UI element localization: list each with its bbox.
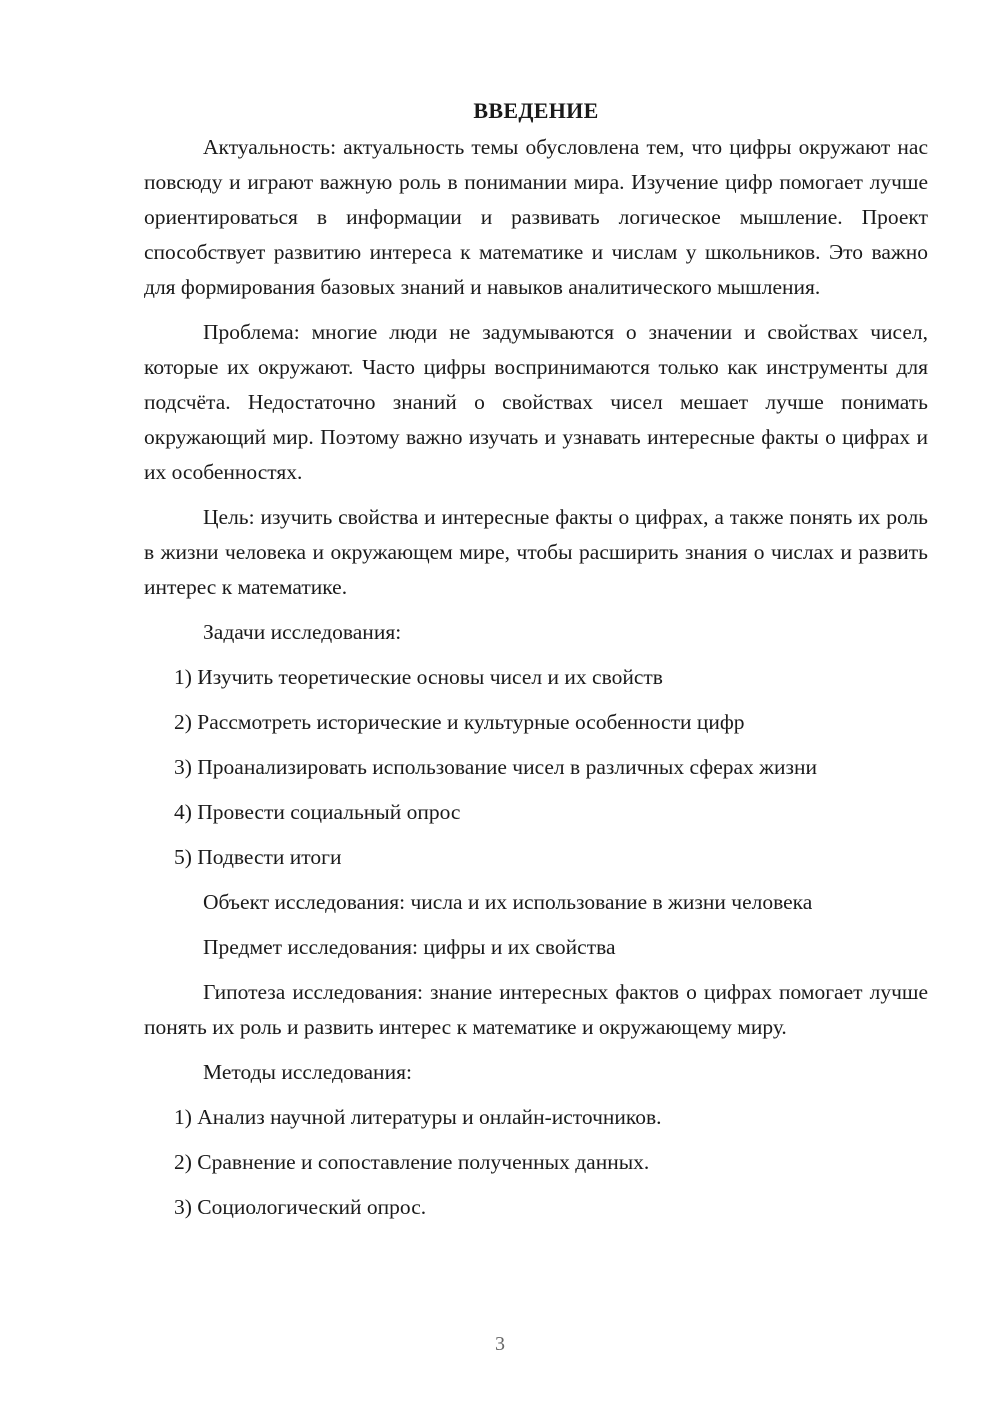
task-item: 5) Подвести итоги — [174, 845, 342, 869]
section-title: ВВЕДЕНИЕ — [473, 98, 599, 123]
methods-heading: Методы исследования: — [203, 1060, 412, 1084]
task-item: 3) Проанализировать использование чисел в различных сферах жизни — [174, 755, 818, 779]
problem-paragraph: Проблема: многие люди не задумываются о значении и свойствах чисел, которые их окружают. Часто цифры воспринимаются только как инструменты для подсчёта. Недостаточно знаний о свойствах чисел мешает лучше понимать окружающий мир. Поэтому важно изучать и узнавать интересные факты о цифрах и их особенностях. — [144, 320, 928, 484]
hypothesis-paragraph: Гипотеза исследования: знание интересных фактов о цифрах помогает лучше понять их роль и развить интерес к математике и окружающему миру. — [144, 980, 928, 1039]
task-item: 2) Рассмотреть исторические и культурные особенности цифр — [174, 710, 745, 734]
method-item: 3) Социологический опрос. — [174, 1195, 427, 1219]
tasks-heading: Задачи исследования: — [203, 620, 402, 644]
page-number: 3 — [495, 1333, 505, 1355]
task-item: 4) Провести социальный опрос — [174, 800, 461, 824]
research-object: Объект исследования: числа и их использование в жизни человека — [203, 890, 813, 914]
method-item: 1) Анализ научной литературы и онлайн-источников. — [174, 1105, 662, 1129]
goal-paragraph: Цель: изучить свойства и интересные факты о цифрах, а также понять их роль в жизни человека и окружающем мире, чтобы расширить знания о числах и развить интерес к математике. — [144, 505, 928, 599]
document-page — [144, 96, 928, 1235]
task-item: 1) Изучить теоретические основы чисел и их свойств — [174, 665, 663, 689]
research-subject: Предмет исследования: цифры и их свойства — [203, 935, 616, 959]
method-item: 2) Сравнение и сопоставление полученных данных. — [174, 1150, 650, 1174]
relevance-paragraph: Актуальность: актуальность темы обусловлена тем, что цифры окружают нас повсюду и играют важную роль в понимании мира. Изучение цифр помогает лучше ориентироваться в информации и развивать логическое мышление. Проект способствует развитию интереса к математике и числам у школьников. Это важно для формирования базовых знаний и навыков аналитического мышления. — [144, 135, 928, 299]
